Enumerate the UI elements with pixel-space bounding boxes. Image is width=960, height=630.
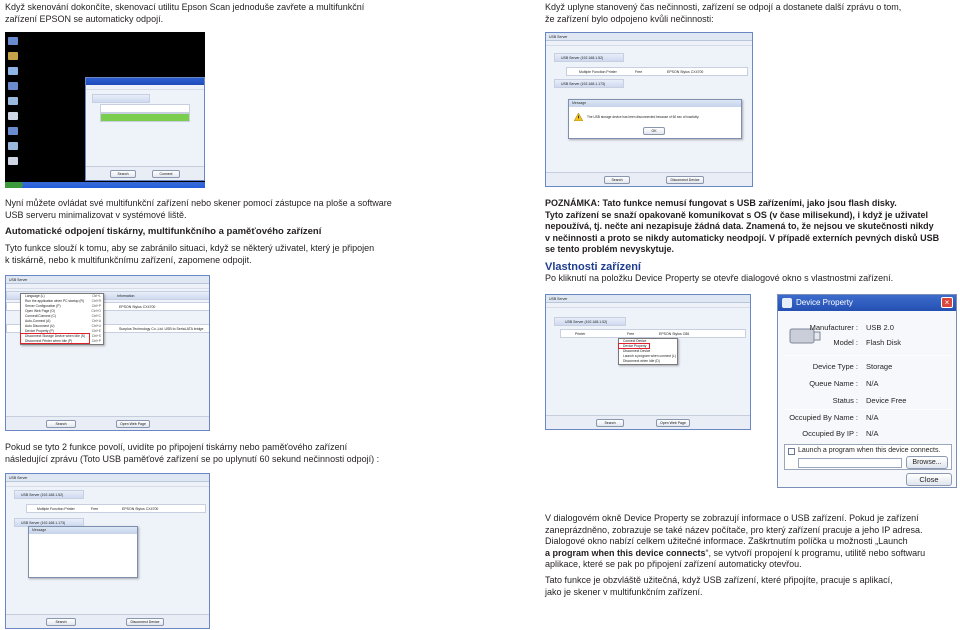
device-row[interactable]: Multiple Function Printer Free EPSON Stylus CX4700 (26, 504, 206, 513)
desktop-icon (8, 82, 18, 90)
menu-item-printer-idle[interactable]: Disconnect Printer when Idle (P) Ctrl+P (25, 339, 101, 343)
disconnect-device-button[interactable]: Disconnect Device (666, 176, 704, 184)
dialog-title: Message (569, 100, 741, 107)
para-dialog-text-c: “, se vytvoří propojení k programu, utilitě nebo softwaru aplikace, které se pak po připojení zařízení automaticky otevřou. (545, 547, 926, 569)
heading-auto-disconnect: Automatické odpojení tiskárny, multifunkčního a paměťového zařízení (5, 226, 322, 237)
menu-bar (6, 284, 209, 289)
divider (784, 355, 952, 356)
menu-item-storage-idle[interactable]: Disconnect Storage Device when Idle (S) Ctrl+S (25, 334, 101, 338)
server-row[interactable] (92, 94, 150, 103)
server-row[interactable]: USB Server (192.168.1.173) (554, 79, 624, 88)
dialog-titlebar (778, 295, 956, 311)
para-properties: Po kliknutí na položku Device Property se otevře dialogové okno s vlastnostmi zařízení. (545, 273, 894, 283)
server-row[interactable]: USB Server (192.168.1.52) (14, 490, 84, 499)
menu-item-idle[interactable]: Disconnect when Idle (D) (623, 359, 660, 363)
occupied-by-name-value: N/A (866, 413, 879, 422)
manufacturer-label: Manufacturer : (809, 323, 858, 332)
menu-bar (6, 482, 209, 487)
search-button[interactable]: Search (596, 419, 624, 427)
connect-button[interactable]: Connect (152, 170, 180, 178)
ok-button[interactable]: OK (643, 127, 665, 135)
status-label: Status : (832, 396, 858, 405)
search-button[interactable]: Search (46, 618, 76, 626)
occupied-by-ip-label: Occupied By IP : (802, 429, 858, 438)
manufacturer-value: USB 2.0 (866, 323, 894, 332)
button-bar (86, 166, 204, 180)
window-titlebar (86, 78, 204, 85)
window-titlebar: USB Server (546, 33, 752, 41)
desktop-icon (8, 52, 18, 60)
usb-server-window (85, 77, 205, 181)
menu-item-device-property[interactable]: Device Property (623, 344, 647, 348)
open-web-page-button[interactable]: Open Web Page (656, 419, 690, 427)
occupied-by-name-label: Occupied By Name : (789, 413, 858, 422)
device-row[interactable]: Printer Free EPSON Stylus C86 (560, 329, 746, 338)
device-row[interactable]: Multiple Function Printer Free EPSON Stylus CX4700 (566, 67, 748, 76)
program-path-input[interactable] (798, 458, 902, 468)
launch-program-group (784, 444, 952, 470)
open-web-page-button[interactable]: Open Web Page (116, 420, 150, 428)
menu-item-connect[interactable]: Connect Device (623, 339, 647, 343)
server-row[interactable]: USB Server (192.168.1.173) (14, 518, 84, 527)
menu-bar (546, 41, 752, 46)
device-menu-screenshot (545, 294, 751, 430)
dialog-title: Device Property (796, 298, 853, 307)
close-button[interactable]: Close (906, 473, 952, 486)
desktop-icon (8, 67, 18, 75)
menu-item[interactable]: Auto-Connect (A) Ctrl+A (25, 319, 101, 323)
window-titlebar: USB Server (546, 295, 750, 303)
context-menu-screenshot (5, 275, 210, 431)
menu-bar (86, 85, 204, 90)
browse-button[interactable]: Browse... (906, 456, 948, 469)
button-bar (546, 415, 750, 429)
note-flash: POZNÁMKA: Tato funkce nemusí fungovat s USB zařízeními, jako jsou flash disky. Tyto zařízení se snaží opakovaně komunikovat s OS (v čase milisekund), i když je uživatel nepoužívá, tj. nečte ani nezapisuje žádná data. Znamená to, že nejsou ve skutečnosti nikdy v nečinnosti a proto se nikdy automaticky neodpojí. V případě externích pevných disků USB se tento problém nevyskytuje. (545, 198, 940, 254)
message-screenshot (5, 473, 210, 629)
desktop-icon (8, 157, 18, 165)
taskbar (5, 182, 205, 188)
disconnected-screenshot (545, 32, 753, 187)
window-titlebar: USB Server (6, 276, 209, 284)
status-value: Device Free (866, 396, 907, 405)
desktop-screenshot (5, 32, 205, 188)
model-value: Flash Disk (866, 338, 902, 347)
server-row[interactable]: USB Server (192.168.1.52) (554, 317, 626, 326)
device-type-label: Device Type : (812, 362, 858, 371)
warning-icon (574, 113, 583, 121)
menu-item[interactable]: Language (L) Ctrl+L (25, 294, 101, 298)
dialog-title: Message (29, 527, 137, 534)
menu-item[interactable]: Connect/Connect (C) Ctrl+C (25, 314, 101, 318)
menu-item[interactable]: Run the application when PC startup (R) Ctrl+R (25, 299, 101, 303)
menu-item[interactable]: Device Property (P) Ctrl+E (25, 329, 101, 333)
launch-program-checkbox[interactable] (788, 448, 795, 455)
button-bar (6, 614, 209, 628)
search-button[interactable]: Search (110, 170, 136, 178)
start-button[interactable] (5, 182, 23, 188)
intro-left: Když skenování dokončíte, skenovací utilitu Epson Scan jednoduše zavřete a multifunkční zařízení EPSON se automaticky odpojí. (5, 2, 365, 24)
device-property-dialog (777, 294, 957, 488)
search-button[interactable]: Search (46, 420, 76, 428)
highlight-box (618, 343, 650, 349)
disconnect-button[interactable]: Disconnect Device (126, 618, 164, 626)
button-bar (6, 416, 209, 430)
message-dialog (568, 99, 742, 139)
para-final: Tato funkce je obzvláště užitečná, když USB zařízení, které připojíte, pracuje s aplikací, jako je skener v multifunkčním zařízení. (545, 575, 893, 597)
title-device-properties: Vlastnosti zařízení (545, 261, 641, 273)
desktop-icon (8, 37, 18, 45)
menu-item[interactable]: Open Web Page (O) Ctrl+O (25, 309, 101, 313)
desktop-icon (8, 97, 18, 105)
device-row[interactable]: Sunplus Technology Co.,Ltd. USB to Serial-ATA bridge (6, 324, 210, 333)
desktop-icon (8, 112, 18, 120)
menu-item[interactable]: Auto Disconnect (U) Ctrl+U (25, 324, 101, 328)
desktop-icon (8, 127, 18, 135)
window-titlebar: USB Server (6, 474, 209, 482)
device-type-value: Storage (866, 362, 893, 371)
message-dialog (28, 526, 138, 578)
server-row[interactable]: USB Server (192.168.1.52) (554, 53, 624, 62)
para-dialog-option: a program when this device connects (545, 547, 706, 558)
device-row[interactable]: EPSON Stylus CX4700 (6, 302, 210, 311)
queue-name-label: Queue Name : (809, 379, 858, 388)
occupied-by-ip-value: N/A (866, 429, 879, 438)
divider (784, 409, 952, 410)
device-row[interactable] (100, 104, 190, 113)
close-icon[interactable]: × (941, 297, 953, 308)
button-bar (546, 172, 752, 186)
highlight-box (20, 333, 90, 344)
intro-right: Když uplyne stanovený čas nečinnosti, zařízení se odpojí a dostanete další zprávu o tom, že zařízení bylo odpojeno kvůli nečinnosti: (545, 2, 902, 24)
para-minimize: Nyní můžete ovládat své multifunkční zařízení nebo skener pomocí zástupce na ploše a software USB serveru minimalizovat v systémové liště. (5, 198, 392, 220)
server-row: Information (6, 291, 210, 300)
menu-item-launch[interactable]: Launch a program when connect (L) (623, 354, 676, 358)
menu-item[interactable]: Server Configuration (P) Ctrl+P (25, 304, 101, 308)
para-dialog-text-a: V dialogovém okně Device Property se zobrazují informace o USB zařízení. Pokud je zařízení zaneprázdněno, zobrazuje se také název počítače, pro který zařízení pracuje a jeho IP adresa. Dialogové okno nabízí celkem užitečné informace. Zaškrtnutím políčka u možnosti „Launch (545, 513, 923, 546)
para-auto-disconnect: Tyto funkce slouží k tomu, aby se zabránilo situaci, když se některý uživatel, který je připojen k tiskárně, nebo k multifunkčnímu zařízení, zapomene odpojit. (5, 243, 375, 265)
menu-item-disconnect[interactable]: Disconnect Device (623, 349, 651, 353)
para-notify: Pokud se tyto 2 funkce povolí, uvidíte po připojení tiskárny nebo paměťového zařízení následující zprávu (Toto USB paměťové zařízení se po uplynutí 60 sekund nečinnosti odpojí) : (5, 442, 380, 464)
queue-name-value: N/A (866, 379, 879, 388)
search-button[interactable]: Search (604, 176, 630, 184)
device-row-selected[interactable] (100, 113, 190, 122)
dialog-text: The USB storage device has been disconnected because of 60 sec of inactivity. (587, 115, 700, 119)
usb-icon (782, 298, 792, 308)
launch-program-label: Launch a program when this device connects. (798, 447, 941, 454)
desktop-icon (8, 142, 18, 150)
model-label: Model : (833, 338, 858, 347)
menu-bar (546, 303, 750, 308)
para-dialog (545, 513, 957, 571)
